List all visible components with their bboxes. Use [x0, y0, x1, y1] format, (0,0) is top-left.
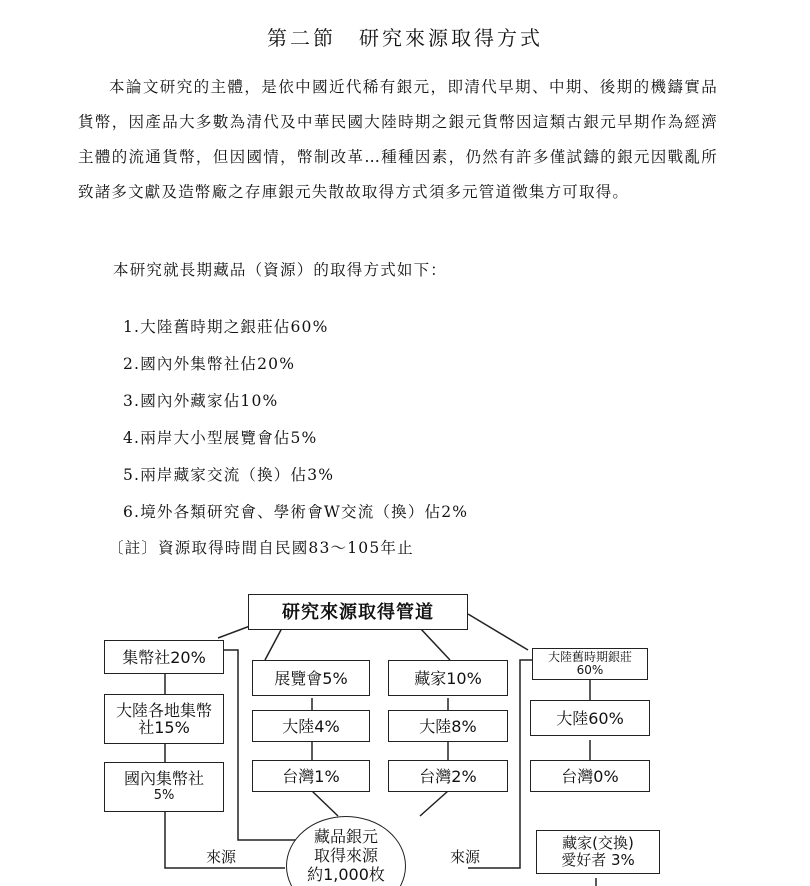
bank-taiwan-box — [530, 760, 650, 792]
center-line-2: 取得來源 — [313, 846, 378, 865]
exhibition-label: 展覽會5% — [274, 668, 348, 688]
club-mainland-box — [104, 694, 224, 744]
club-domestic-label: 國內集幣社 — [123, 769, 204, 788]
intro-text: 本研究就長期藏品（資源）的取得方式如下： — [113, 261, 448, 279]
center-line-3: 約1,000枚 — [307, 865, 385, 884]
bank-mainland-label: 大陸60% — [556, 708, 624, 728]
source-left-label: 來源 — [206, 848, 237, 866]
club-box — [104, 640, 224, 674]
body-paragraph: 本論文研究的主體，是依中國近代稀有銀元，即清代早期、中期、後期的機鑄實品貨幣，因產品大多數為清代及中華民國大陸時期之銀元貨幣因這類古銀元早期作為經濟主體的流通貨幣，但因國情，幣制改革…種種因素，仍然有許多僅試鑄的銀元因戰亂所致諸多文獻及造幣廠之存庫銀元失散故取得方式須多元管道徵集方可取得。 — [78, 78, 718, 201]
club-domestic-pct: 5% — [153, 788, 175, 803]
collector-mainland-box — [388, 710, 508, 742]
source-list — [123, 315, 468, 537]
sources-diagram — [100, 588, 665, 886]
list-item: 2.國內外集幣社佔20% — [123, 355, 296, 373]
collector-taiwan-label: 台灣2% — [419, 766, 477, 786]
exhibition-mainland-box — [252, 710, 370, 742]
center-line-1: 藏品銀元 — [313, 827, 378, 846]
time-note: 〔註〕資源取得時間自民國83～105年止 — [108, 539, 414, 557]
collector-box — [388, 660, 508, 696]
club-domestic-box — [104, 762, 224, 812]
exhibition-mainland-label: 大陸4% — [282, 716, 340, 736]
list-item: 6.境外各類研究會、學術會W交流（換）佔2% — [123, 503, 469, 521]
section-heading: 第二節 研究來源取得方式 — [267, 26, 543, 50]
bank-label: 大陸舊時期銀莊 — [547, 650, 632, 664]
exhibition-taiwan-box — [252, 760, 370, 792]
list-item: 5.兩岸藏家交流（換）佔3% — [123, 466, 335, 484]
center-oval — [286, 816, 406, 886]
club-label: 集幣社20% — [122, 647, 206, 667]
list-item: 1.大陸舊時期之銀莊佔60% — [123, 318, 329, 336]
exhibition-box — [252, 660, 370, 696]
source-right-label: 來源 — [450, 848, 481, 866]
bank-taiwan-label: 台灣0% — [561, 766, 619, 786]
bank-box — [532, 648, 648, 680]
collector-taiwan-box — [388, 760, 508, 792]
exhibition-taiwan-label: 台灣1% — [282, 766, 340, 786]
diagram-title: 研究來源取得管道 — [282, 601, 434, 623]
exchange-box — [536, 830, 660, 874]
exchange-pct: 愛好者 3% — [561, 851, 635, 869]
list-item: 3.國內外藏家佔10% — [123, 392, 279, 410]
bank-pct: 60% — [576, 663, 604, 677]
bank-mainland-box — [530, 700, 650, 736]
collector-mainland-label: 大陸8% — [419, 716, 477, 736]
club-mainland-label: 大陸各地集幣社15% — [115, 701, 212, 737]
diagram-title-box — [248, 594, 468, 630]
list-item: 4.兩岸大小型展覽會佔5% — [123, 429, 318, 447]
collector-label: 藏家10% — [414, 668, 482, 688]
exchange-label: 藏家(交換) — [562, 834, 634, 852]
